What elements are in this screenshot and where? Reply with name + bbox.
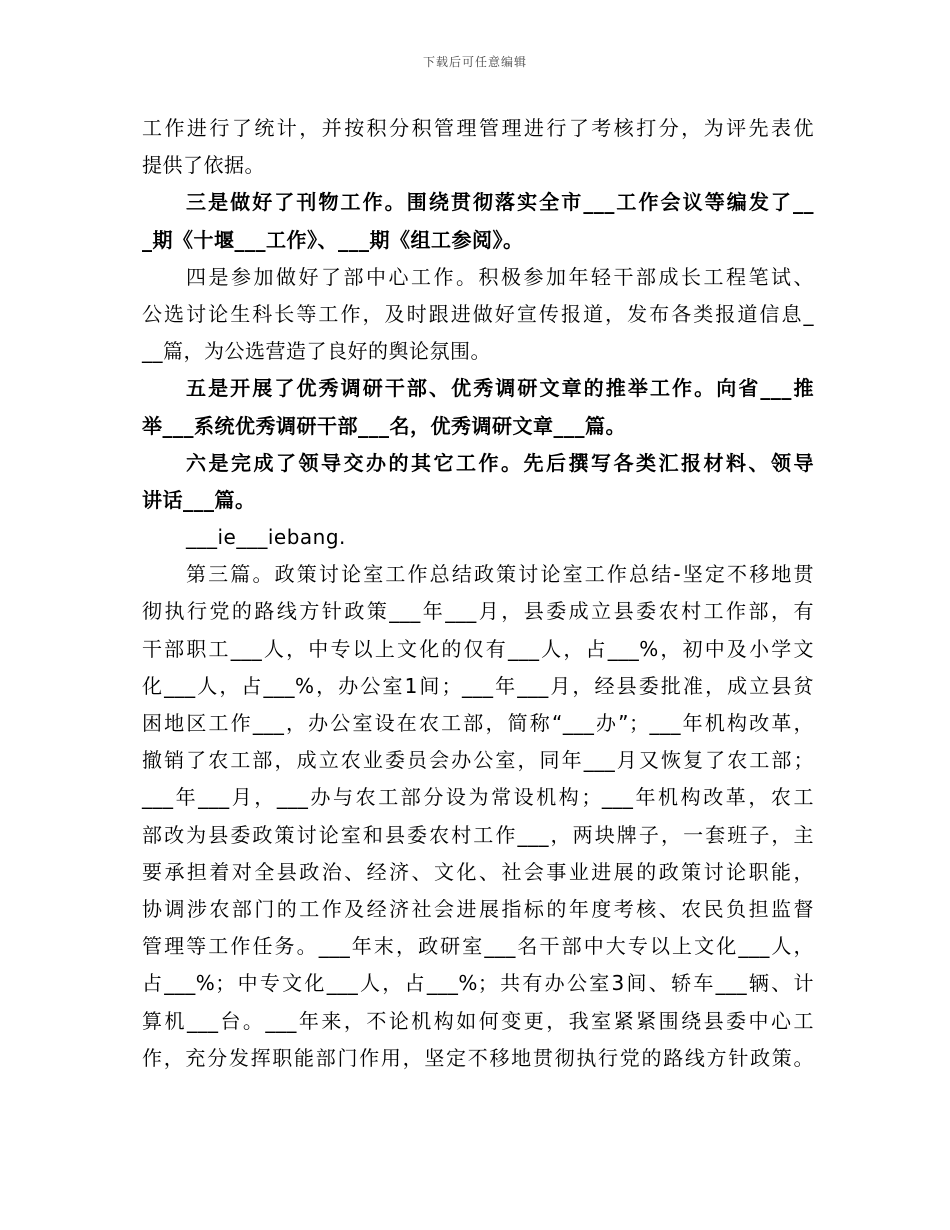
text-line: 彻执行党的路线方针政策___年___月，县委成立县委农村工作部，有 — [142, 599, 814, 624]
text-line: 干部职工___人，中专以上文化的仅有___人，占___%，初中及小学文 — [142, 636, 814, 661]
text-line: 撤销了农工部，成立农业委员会办公室，同年___月又恢复了农工部； — [142, 748, 814, 773]
document-body — [142, 110, 814, 1077]
text-line: 部改为县委政策讨论室和县委农村工作___，两块牌子，一套班子，主 — [142, 822, 814, 847]
text-line: 讲话___篇。 — [142, 487, 256, 512]
text-line: ___ie___iebang. — [186, 525, 346, 550]
text-line: _期《十堰___工作》、___期《组工参阅》。 — [142, 227, 524, 252]
text-line: ___年___月，___办与农工部分设为常设机构；___年机构改革，农工 — [142, 785, 814, 810]
text-line: 化___人，占___%，办公室1间；___年___月，经县委批准，成立县贫 — [142, 673, 814, 698]
text-line: 三是做好了刊物工作。围绕贯彻落实全市___工作会议等编发了__ — [186, 190, 814, 215]
text-line: 管理等工作任务。___年末，政研室___名干部中大专以上文化___人， — [142, 934, 814, 959]
text-line: 提供了依据。 — [142, 153, 265, 178]
text-line: 作，充分发挥职能部门作用，坚定不移地贯彻执行党的路线方针政策。 — [142, 1045, 814, 1070]
text-line: 第三篇。政策讨论室工作总结政策讨论室工作总结-坚定不移地贯 — [186, 562, 814, 587]
text-line: 公选讨论生科长等工作，及时跟进做好宣传报道，发布各类报道信息_ — [142, 301, 814, 326]
text-line: 五是开展了优秀调研干部、优秀调研文章的推举工作。向省___推 — [186, 376, 814, 401]
text-line: __篇，为公选营造了良好的舆论氛围。 — [142, 339, 491, 364]
text-line: 困地区工作___，办公室设在农工部，简称“___办”；___年机构改革， — [142, 711, 814, 735]
text-line: 四是参加做好了部中心工作。积极参加年轻干部成长工程笔试、 — [186, 264, 814, 289]
text-line: 工作进行了统计，并按积分积管理管理进行了考核打分，为评先表优 — [142, 116, 814, 140]
text-line: 算机___台。___年来，不论机构如何变更，我室紧紧围绕县委中心工 — [142, 1008, 814, 1033]
text-line: 占___%；中专文化___人，占___%；共有办公室3间、轿车___辆、计 — [142, 971, 814, 996]
text-line: 协调涉农部门的工作及经济社会进展指标的年度考核、农民负担监督 — [142, 896, 814, 921]
text-line: 六是完成了领导交办的其它工作。先后撰写各类汇报材料、领导 — [186, 450, 814, 475]
text-line: 要承担着对全县政治、经济、文化、社会事业进展的政策讨论职能， — [142, 859, 814, 884]
page-header: 下载后可任意编辑 — [422, 55, 527, 69]
text-line: 举___系统优秀调研干部___名，优秀调研文章___篇。 — [142, 413, 626, 438]
